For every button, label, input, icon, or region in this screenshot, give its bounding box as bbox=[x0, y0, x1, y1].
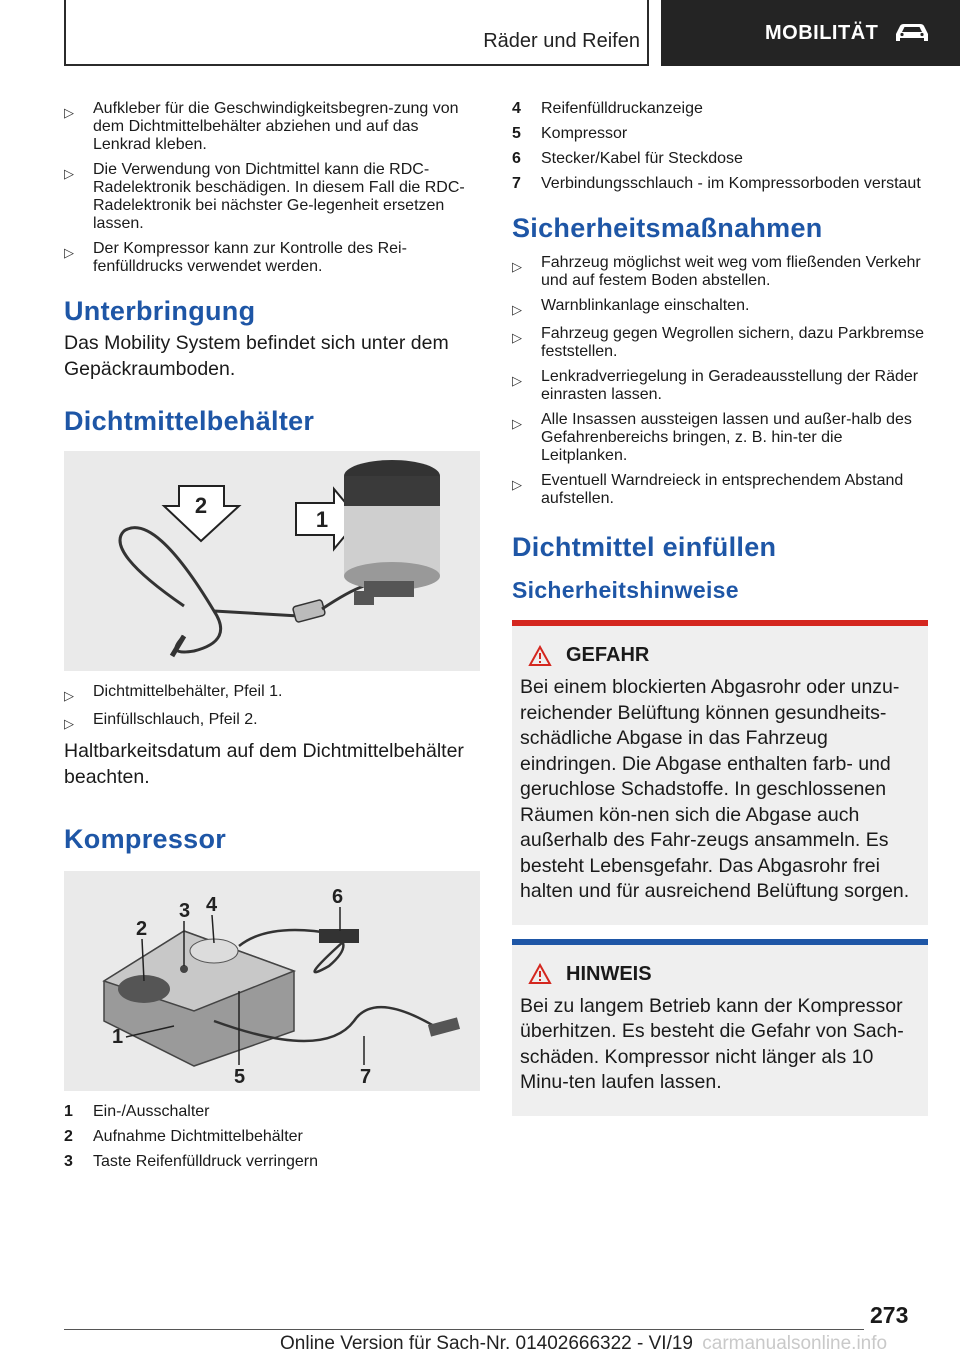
list-item: ▷ Lenkradverriegelung in Geradeausstellung der Räder einrasten lassen. bbox=[512, 368, 919, 403]
footer-text: Online Version für Sach-Nr. 01402666322 - VI/19 carmanualsonline.info bbox=[280, 1333, 888, 1354]
heading-sicherheitsmassnahmen: Sicherheitsmaßnahmen bbox=[512, 213, 823, 243]
page-number: 273 bbox=[870, 1302, 909, 1328]
chapter-tab[interactable] bbox=[661, 0, 960, 66]
list-item: ▷ Aufkleber für die Geschwindigkeitsbegren‐zung von dem Dichtmittelbehälter abziehen und auf das Lenkrad kleben. bbox=[64, 100, 459, 153]
triangle-bullet-icon: ▷ bbox=[512, 259, 522, 274]
list-item: ▷ Warnblinkanlage einschalten. bbox=[512, 297, 750, 317]
triangle-bullet-icon: ▷ bbox=[64, 716, 74, 731]
callout-label: 6 bbox=[332, 886, 344, 908]
car-icon bbox=[892, 22, 932, 44]
heading-dichtmittelbehaelter: Dichtmittelbehälter bbox=[64, 406, 315, 436]
list-item: ▷ Eventuell Warndreieck in entsprechendem Abstand aufstellen. bbox=[512, 472, 904, 507]
list-item: ▷ Alle Insassen aussteigen lassen und außer‐halb des Gefahrenbereichs bringen, z. B. hin‐ter die Leitplanken. bbox=[512, 411, 912, 464]
list-item: 7 Verbindungsschlauch - im Kompressorboden verstaut bbox=[512, 175, 921, 192]
dicht-text: Haltbarkeitsdatum auf dem Dichtmittelbehälter beachten. bbox=[64, 740, 464, 788]
header-section-title: Räder und Reifen bbox=[483, 30, 640, 52]
list-item: ▷ Fahrzeug gegen Wegrollen sichern, dazu Parkbremse feststellen. bbox=[512, 325, 925, 360]
unterbringung-text: Das Mobility System befindet sich unter dem Gepäckraumboden. bbox=[64, 332, 449, 380]
danger-title: GEFAHR bbox=[566, 644, 650, 666]
subheading-sicherheitshinweise: Sicherheitshinweise bbox=[512, 577, 739, 603]
warning-triangle-icon bbox=[528, 963, 552, 985]
compressor-figure bbox=[64, 871, 480, 1091]
callout-label: 7 bbox=[360, 1066, 372, 1088]
right-column bbox=[512, 100, 928, 1116]
danger-text: Bei einem blockierten Abgasrohr oder unzu‐reichender Belüftung können gesundheits‐schädliche Abgase in das Fahrzeug eindringen. Die Abgase enthalten farb- und geruchlose Schadstoffe. In geschlossenen Räumen kön‐nen sich die Abgase auch außerhalb des Fahr‐zeugs ansammeln. Es besteht Lebensgefahr. Das Abgasrohr frei halten und für ausreichend Belüftung sorgen. bbox=[520, 676, 910, 902]
list-item: 5 Kompressor bbox=[512, 125, 628, 142]
callout-label: 5 bbox=[234, 1066, 246, 1088]
chapter-label: MOBILITÄT bbox=[765, 21, 879, 44]
list-item: 2 Aufnahme Dichtmittelbehälter bbox=[64, 1128, 303, 1145]
arrow-label: 2 bbox=[194, 493, 208, 518]
notice-title: HINWEIS bbox=[566, 962, 652, 985]
triangle-bullet-icon: ▷ bbox=[64, 105, 74, 120]
watermark: carmanualsonline.info bbox=[702, 1333, 888, 1354]
sealant-container-illustration bbox=[64, 451, 480, 671]
list-item: ▷ Einfüllschlauch, Pfeil 2. bbox=[64, 711, 258, 731]
list-item: ▷ Die Verwendung von Dichtmittel kann die RDC-Radelektronik beschädigen. In diesem Fall die RDC-Radelektronik bei nächster Ge‐legenheit ersetzen lassen. bbox=[64, 161, 465, 232]
triangle-bullet-icon: ▷ bbox=[512, 330, 522, 345]
compressor-illustration bbox=[64, 871, 480, 1091]
callout-label: 1 bbox=[112, 1026, 124, 1048]
triangle-bullet-icon: ▷ bbox=[64, 245, 74, 260]
list-item: ▷ Dichtmittelbehälter, Pfeil 1. bbox=[64, 683, 283, 703]
triangle-bullet-icon: ▷ bbox=[512, 373, 522, 388]
list-item: 3 Taste Reifenfülldruck verringern bbox=[64, 1153, 318, 1170]
triangle-bullet-icon: ▷ bbox=[512, 302, 522, 317]
heading-kompressor: Kompressor bbox=[64, 824, 227, 854]
heading-unterbringung: Unterbringung bbox=[64, 296, 256, 326]
triangle-bullet-icon: ▷ bbox=[512, 416, 522, 431]
danger-box bbox=[512, 626, 928, 925]
callout-label: 4 bbox=[206, 894, 218, 916]
callout-label: 2 bbox=[136, 918, 148, 940]
notice-text: Bei zu langem Betrieb kann der Kompressor überhitzen. Es besteht die Gefahr von Sach‐schäden. Kompressor nicht länger als 10 Minu‐ten laufen lassen. bbox=[520, 994, 904, 1093]
list-item: 1 Ein-/Ausschalter bbox=[64, 1103, 210, 1120]
footer-divider bbox=[64, 1329, 864, 1330]
list-item: 4 Reifenfülldruckanzeige bbox=[512, 100, 703, 117]
list-item: ▷ Der Kompressor kann zur Kontrolle des Rei‐fenfülldrucks verwendet werden. bbox=[64, 240, 407, 275]
list-item: 6 Stecker/Kabel für Steckdose bbox=[512, 150, 743, 167]
notice-box bbox=[512, 945, 928, 1116]
heading-dichtmittel-einfuellen: Dichtmittel einfüllen bbox=[512, 532, 777, 562]
callout-label: 3 bbox=[179, 900, 191, 922]
warning-triangle-icon bbox=[528, 645, 552, 667]
left-column bbox=[64, 100, 480, 1178]
triangle-bullet-icon: ▷ bbox=[512, 477, 522, 492]
triangle-bullet-icon: ▷ bbox=[64, 166, 74, 181]
arrow-label: 1 bbox=[315, 507, 329, 532]
triangle-bullet-icon: ▷ bbox=[64, 688, 74, 703]
list-item: ▷ Fahrzeug möglichst weit weg vom fließenden Verkehr und auf festem Boden abstellen. bbox=[512, 254, 921, 289]
sealant-container-figure bbox=[64, 451, 480, 671]
